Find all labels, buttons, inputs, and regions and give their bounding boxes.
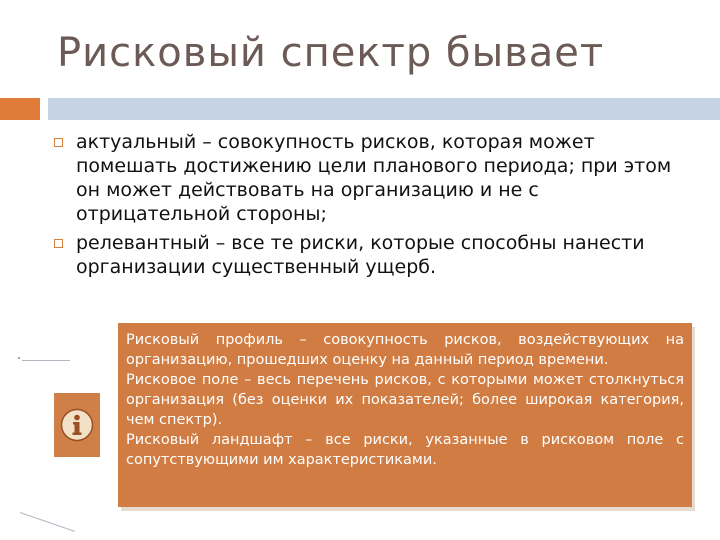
definitions-note	[118, 323, 692, 507]
decorative-line	[20, 512, 75, 532]
header-bar	[48, 98, 720, 120]
bullet-item	[52, 130, 682, 226]
bullet-square-icon	[54, 239, 63, 248]
decorative-line	[22, 360, 70, 361]
info-icon	[60, 408, 94, 442]
note-paragraph: Рисковый профиль – совокупность рисков, воздействующих на организацию, прошедших оценку на данный период времени.	[126, 332, 684, 368]
header-accent-bar	[0, 98, 40, 120]
bullet-list	[52, 130, 682, 284]
bullet-text: актуальный – совокупность рисков, которая может помешать достижению цели планового периода; при этом он может действовать на организацию и не с отрицательной стороны;	[76, 131, 672, 225]
decorative-dot	[18, 357, 20, 359]
info-icon-box	[54, 393, 100, 457]
note-paragraph: Рисковый ландшафт – все риски, указанные в рисковом поле с сопутствующими им характеристиками.	[126, 432, 684, 468]
bullet-item	[52, 231, 682, 279]
bullet-text: релевантный – все те риски, которые способны нанести организации существенный ущерб.	[76, 232, 645, 278]
slide-title: Рисковый спектр бывает	[57, 30, 605, 76]
note-paragraph: Рисковое поле – весь перечень рисков, с которыми может столкнуться организация (без оценки их показателей; более широкая категория, чем спектр).	[126, 372, 684, 428]
bullet-square-icon	[54, 138, 63, 147]
